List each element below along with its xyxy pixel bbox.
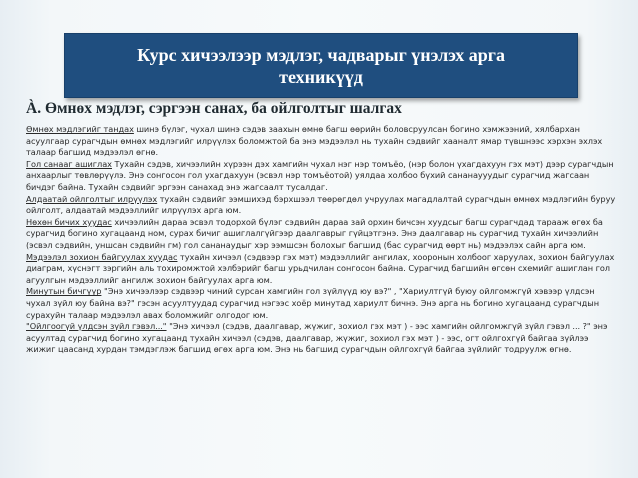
term-muddiest-point: "Ойлгоогүй үлдсэн зүйл гэвэл..."	[26, 321, 167, 332]
paragraph-main-idea	[26, 159, 616, 194]
paragraph-text: Тухайн сэдэв, хичээлийн хүрээн дэх хамгийн чухал нэг нэр томъёо, (нэр болон үхагдахуун гэх мэт) дээр сурагчдын анхаарлыг төвлөрүүлэ. Энэ сонгосон гол ухагдахуун (эсвэл нэр томъёотой) уялдаа холбоо бүхий сананаууудыг сурагчид жагсаан бичдэг байна. Тухайн сэдвийг эргээн санахад энэ жагсаалт тусалдаг.	[26, 158, 614, 192]
term-info-organizer: Мэдээлэл зохион байгуулах хуудас	[26, 251, 178, 262]
title-banner	[64, 33, 578, 98]
paragraph-text: шинэ бүлэг, чухал шинэ сэдэв заахын өмнө багш өөрийн боловсруулсан богино хэмжээний, хялбархан асуулгаар сурагчдын өмнөх мэдлэгийг илрүүлэх боломжтой ба энэ мэдээлэл нь тухайн сэдвийг хааналт ямар түвшнээс хэрхэн эхлэх талаар багшид мэдээлэл өгнө.	[26, 124, 603, 158]
paragraph-misconceptions	[26, 194, 616, 217]
section-heading: À. Өмнөх мэдлэг, сэргээн санах, ба ойлголтыг шалгах	[26, 100, 402, 117]
term-completion-sheet: Нөхөн бичих хуудас	[26, 216, 112, 227]
paragraph-muddiest-point	[26, 321, 616, 356]
paragraph-text: "Энэ хичээл (сэдэв, даалгавар, жүжиг, зохиол гэх мэт ) - ээс хамгийн ойлгомжгүй зүйл гэвэл ... ?" энэ асуултад сурагчид богино хугацаанд тухайн хичээл (сэдэв, даалгавар, жүжиг, зохиол гэх мэт ) - ээс, огт ойлгохгүй байгаа зүйлээ жижиг цаасанд хурдан тэмдэглэж багшид өгөх арга юм. Энэ нь багшид сурагчдын ойлгохгүй байгаа зүйлийг тодруулж өгнө.	[26, 321, 608, 355]
paragraph-text: тухайн сэдвийг ээмшихэд бэрхшээл төөрөгдөл учруулах магадлалтай сурагчдын өмнөх мэдлэгийн буруу ойлголт, алдаатай мэдээллийг илрүүлэх арга юм.	[26, 193, 616, 216]
paragraph-text: "Энэ хичээлээр сэдвээр чиний сурсан хамгийн гол зүйлүүд юу вэ?" , "Хариултгүй буюу ойлгомжгүй хэвээр үлдсэн чухал зүйл юу байна вэ?" гэсэн асуултуудад сурагчид нэгээс хоёр минутад хариулт бичнэ. Энэ арга нь богино хугацаанд сурагчдын сурахуйн талаар мэдээлэл авах боломжийг олгодог юм.	[26, 286, 600, 320]
paragraph-text: хичээлийн дараа эсвэл тодорхой бүлэг сэдвийн дараа зай орхин бичсэн хуудсыг багш сурагчдад тарааж өгөх ба сурагчид богино хугацаанд ном, сурах бичиг ашиглалгүйгээр даалгаврыг гүйцэтгэнэ. Энэ даалгавар нь сурагчид тухайн хичээлийн (эсвэл сэдвийн, уншсан сэдвийн гм) гол сананаудыг хэр ээмшсэн болохыг багшид (бас сурагчид өөрт нь) мэдээлэх сайн арга юм.	[26, 216, 603, 250]
paragraph-text: тухайн хичээл (сэдвээр гэх мэт) мэдээллийг ангилах, хооронын холбоог харуулах, зохион байгуулах диаграм, хүснэгт зэргийн аль тохиромжтой хэлбэрийг багш урьдчилан сонгосон байна. Сурагчид багшийн өгсөн схемийг ашиглан гол агуулгын мэдээллийг ангилж зохион байгуулах арга юм.	[26, 251, 615, 285]
paragraph-completion-sheet	[26, 217, 616, 252]
paragraph-minute-paper	[26, 286, 616, 321]
term-main-idea: Гол санааг ашиглах	[26, 158, 112, 169]
body-text	[26, 124, 616, 356]
term-misconceptions: Алдаатай ойлголтыг илрүүлэх	[26, 193, 158, 204]
slide-title: Курс хичээлээр мэдлэг, чадварыг үнэлэх арга техникүүд	[137, 44, 505, 87]
paragraph-prior-knowledge	[26, 124, 616, 159]
term-prior-knowledge: Өмнөх мэдлэгийг тандах	[26, 124, 134, 134]
paragraph-info-organizer	[26, 252, 616, 287]
term-minute-paper: Минутын бичгүүр	[26, 286, 102, 297]
